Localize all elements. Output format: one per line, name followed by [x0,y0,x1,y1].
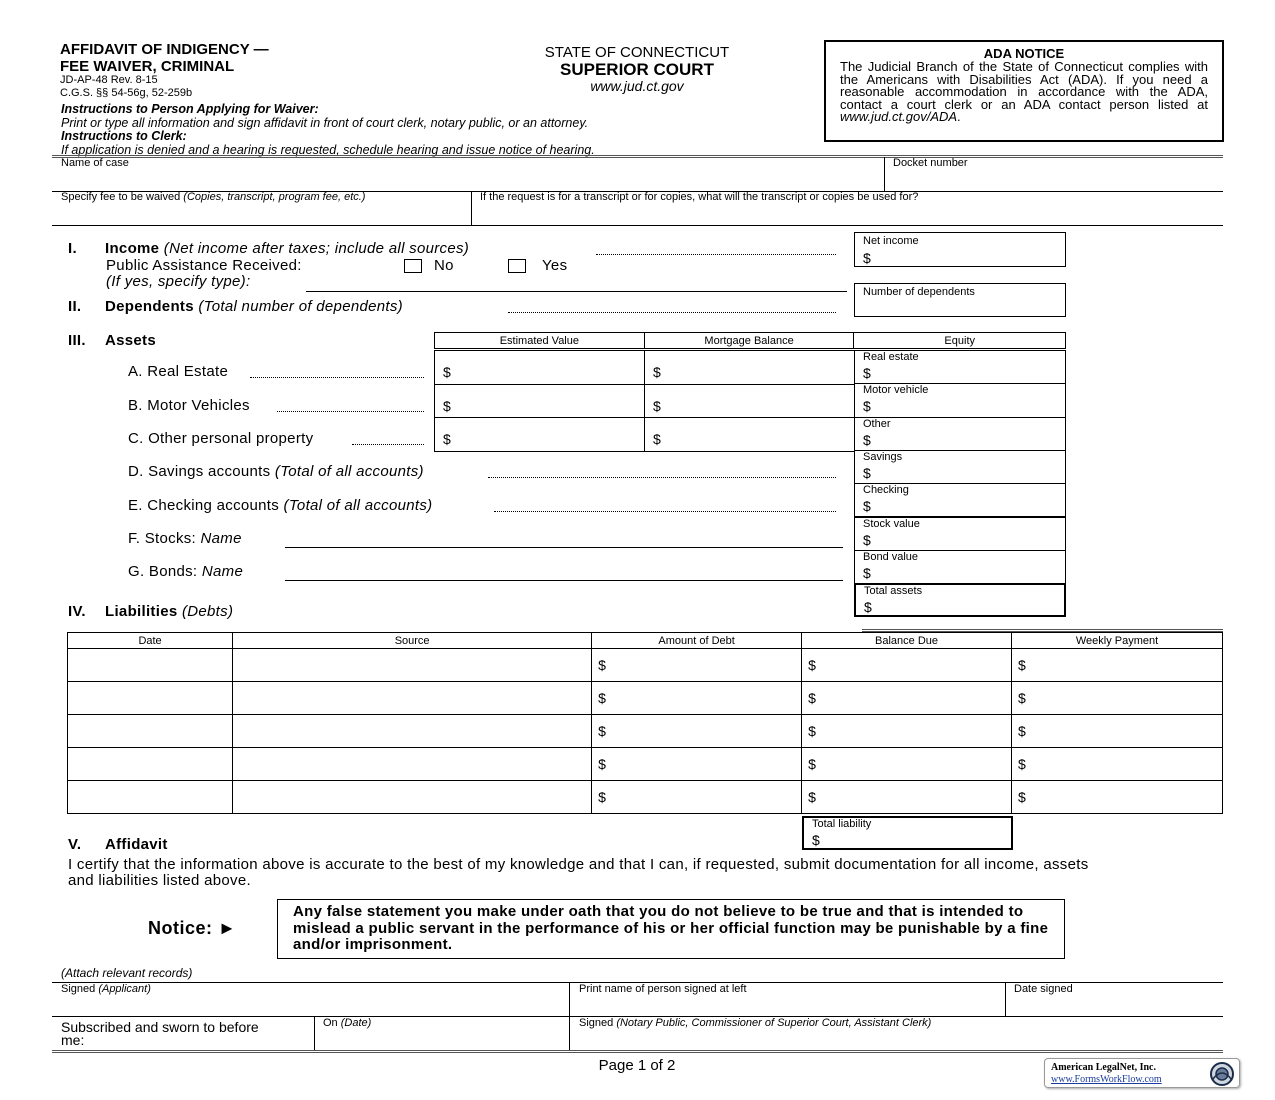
print-name-label: Print name of person signed at left [579,983,747,995]
source-cell[interactable] [233,748,592,781]
currency-symbol: $ [1018,789,1026,805]
currency-symbol: $ [863,431,871,448]
total-liability-box[interactable] [802,816,1013,850]
on-label-text: On [323,1017,341,1029]
stocks-hint: Name [200,530,242,547]
real-estate-box[interactable] [854,350,1066,384]
savings-box[interactable] [854,450,1066,484]
print-name-field[interactable] [570,997,1004,1015]
currency-symbol: $ [808,723,816,739]
date-cell[interactable] [68,682,233,715]
savings-hint: (Total of all accounts) [274,463,424,480]
currency-symbol: $ [598,756,606,772]
savings-label: Savings [863,450,903,463]
date-cell[interactable] [68,715,233,748]
income-title: Income [105,240,160,257]
ada-body-text: The Judicial Branch of the State of Connecticut complies with the Americans with Disabilities Act (ADA). If you need a reasonable accommodation in accordance with the ADA, contact a court clerk or an ADA contact person listed at [840,59,1208,112]
motor-vehicle-box[interactable] [854,383,1066,417]
form-title-line-1: AFFIDAVIT OF INDIGENCY — [60,41,269,58]
source-cell[interactable] [233,682,592,715]
liabilities-table [67,632,1223,814]
assets-table [434,332,1066,349]
estimated-value-cell[interactable] [434,417,645,452]
leader-dots [494,511,836,512]
page-number: Page 1 of 2 [598,1057,676,1074]
col-amount-of-debt: Amount of Debt [592,633,802,649]
form-title-line-2: FEE WAIVER, CRIMINAL [60,58,235,75]
state-name: STATE OF CONNECTICUT [544,44,730,61]
notary-signed-label [579,1017,931,1029]
currency-symbol: $ [653,431,661,447]
col-source: Source [233,633,592,649]
savings-label-text: D. Savings accounts [128,463,275,480]
currency-symbol: $ [863,564,871,581]
dependents-box-label: Number of dependents [863,286,975,298]
attach-records-note: (Attach relevant records) [61,966,193,980]
col-weekly-payment: Weekly Payment [1012,633,1223,649]
leader-dots [352,444,424,445]
bonds-label [128,563,243,580]
weekly-payment-cell[interactable] [1012,748,1223,781]
currency-symbol: $ [598,789,606,805]
amount-cell[interactable] [592,649,802,682]
yes-checkbox[interactable] [508,259,526,273]
divider [52,155,1223,158]
table-row [68,649,1223,682]
fee-field[interactable] [52,206,470,224]
col-date: Date [68,633,233,649]
notary-signature-field[interactable] [570,1031,1223,1049]
total-assets-label: Total assets [864,585,923,598]
leader-dots [277,411,424,412]
weekly-payment-cell[interactable] [1012,682,1223,715]
leader-dots [488,477,836,478]
liabilities-hint: (Debts) [181,603,234,620]
notice-label [148,918,236,939]
stock-value-label: Stock value [863,517,920,530]
section-number: III. [68,332,86,349]
weekly-payment-cell[interactable] [1012,649,1223,682]
notice-label-text: Notice: [148,918,213,938]
table-row [68,715,1223,748]
affidavit-text: I certify that the information above is accurate to the best of my knowledge and that I can, if requested, submit documentation for all income, assets and liabilities listed above. [68,856,1089,889]
amount-cell[interactable] [592,682,802,715]
currency-symbol: $ [808,690,816,706]
date-signed-label: Date signed [1014,983,1073,995]
col-equity: Equity [854,333,1066,349]
currency-symbol: $ [863,250,871,266]
mortgage-value-cell[interactable] [644,384,855,419]
checking-box[interactable] [854,483,1066,517]
balance-cell[interactable] [802,649,1012,682]
savings-label [128,463,424,480]
currency-symbol: $ [598,723,606,739]
balance-cell[interactable] [802,682,1012,715]
date-signed-field[interactable] [1006,997,1223,1015]
form-id: JD-AP-48 Rev. 8-15 [60,74,158,86]
amount-cell[interactable] [592,715,802,748]
date-cell[interactable] [68,649,233,682]
leader-dots [250,377,424,378]
source-cell[interactable] [233,715,592,748]
instr-applicant-heading: Instructions to Person Applying for Waiver: [61,102,319,116]
asset-row-label: A. Real Estate [128,363,229,380]
affidavit-title: Affidavit [105,836,168,853]
table-row [68,781,1223,814]
currency-symbol: $ [863,365,871,381]
real-estate-label: Real estate [863,351,919,363]
currency-symbol: $ [1018,723,1026,739]
currency-symbol: $ [653,397,661,414]
currency-symbol: $ [1018,657,1026,673]
public-assistance-label: Public Assistance Received: [106,257,302,274]
notary-label-text: Signed [579,1017,617,1029]
currency-symbol: $ [443,397,451,414]
estimated-value-cell[interactable] [434,384,645,419]
statutes: C.G.S. §§ 54-56g, 52-259b [60,87,193,99]
currency-symbol: $ [598,690,606,706]
stocks-label-text: F. Stocks: [128,530,201,547]
form-title [60,41,269,75]
other-label: Other [863,417,891,430]
instr-clerk-heading: Instructions to Clerk: [61,129,187,143]
weekly-payment-cell[interactable] [1012,715,1223,748]
net-income-box[interactable] [854,232,1066,267]
date-cell[interactable] [68,781,233,814]
bond-value-box[interactable] [854,550,1066,584]
notary-hint: (Notary Public, Commissioner of Superior Court, Assistant Clerk) [616,1017,932,1029]
on-hint: (Date) [340,1017,372,1029]
bonds-hint: Name [201,563,244,580]
estimated-value-cell[interactable] [434,350,645,385]
asset-row-label: C. Other personal property [128,430,314,447]
checking-hint: (Total of all accounts) [283,497,433,514]
balance-cell[interactable] [802,715,1012,748]
bond-value-label: Bond value [863,550,919,563]
bonds-name-line[interactable] [285,580,843,581]
ada-notice [824,40,1224,142]
currency-symbol: $ [808,756,816,772]
table-row [68,682,1223,715]
subscribed-sworn-label: Subscribed and sworn to before me: [61,1019,259,1048]
source-cell[interactable] [233,781,592,814]
currency-symbol: $ [863,464,871,481]
amount-cell[interactable] [592,781,802,814]
court-heading [497,44,777,95]
currency-symbol: $ [864,599,872,616]
income-hint: (Net income after taxes; include all sources) [163,240,470,257]
mortgage-value-cell[interactable] [644,417,855,452]
notice-text: Any false statement you make under oath that you do not believe to be true and that is intended to mislead a public servant in the performance of his or her official function may be punishable by a fine and/or imprisonment. [293,903,1049,953]
total-liability-label: Total liability [812,818,872,830]
date-cell[interactable] [68,748,233,781]
total-assets-box[interactable] [854,583,1066,617]
other-box[interactable] [854,417,1066,451]
instr-clerk-text: If application is denied and a hearing is requested, schedule hearing and issue notice of hearing. [61,142,595,157]
vendor-name: American LegalNet, Inc. [1051,1062,1156,1073]
currency-symbol: $ [443,364,451,380]
divider [52,225,1223,226]
sworn-date-field[interactable] [315,1031,568,1049]
ada-body-end: . [957,109,961,124]
name-of-case-field[interactable] [52,170,884,190]
vendor-badge[interactable] [1044,1058,1240,1088]
currency-symbol: $ [653,364,661,380]
signed-label-text: Signed [61,983,99,995]
section-number: II. [68,298,82,315]
checking-label [128,497,432,514]
court-website[interactable]: www.jud.ct.gov [590,78,684,94]
col-balance-due: Balance Due [802,633,1012,649]
docket-number-label: Docket number [893,157,968,169]
col-mortgage-balance: Mortgage Balance [644,333,854,349]
balance-cell[interactable] [802,781,1012,814]
name-of-case-label: Name of case [61,157,129,169]
assistance-type-line[interactable] [306,291,847,292]
yes-label: Yes [542,257,568,274]
balance-cell[interactable] [802,748,1012,781]
no-checkbox[interactable] [404,259,422,273]
col-estimated-value: Estimated Value [435,333,645,349]
section-number: V. [68,836,82,853]
currency-symbol: $ [598,657,606,673]
currency-symbol: $ [863,531,871,548]
if-yes-label: (If yes, specify type): [106,273,251,290]
ada-title: ADA NOTICE [983,46,1065,61]
dependents-hint: (Total number of dependents) [198,298,403,315]
table-row [68,748,1223,781]
stocks-label [128,530,242,547]
applicant-signature-field[interactable] [52,997,568,1015]
checking-label: Checking [863,484,909,497]
section-number: I. [68,240,77,257]
ada-body [826,61,1222,124]
motor-vehicle-label: Motor vehicle [863,384,929,397]
currency-symbol: $ [812,832,820,848]
assets-title: Assets [105,332,156,349]
liabilities-title: Liabilities [105,603,178,620]
currency-symbol: $ [1018,756,1026,772]
currency-symbol: $ [808,657,816,673]
dependents-box[interactable] [854,283,1066,317]
bonds-label-text: G. Bonds: [128,563,202,580]
asset-row-label: B. Motor Vehicles [128,396,250,414]
globe-icon [1209,1061,1235,1087]
mortgage-value-cell[interactable] [644,350,855,385]
checking-label-text: E. Checking accounts [128,497,284,514]
docket-number-field[interactable] [885,170,1223,190]
arrow-right-icon: ► [218,918,237,938]
currency-symbol: $ [863,398,871,415]
on-date-label [323,1017,371,1029]
fee-label [61,191,365,203]
fee-hint: (Copies, transcript, program fee, etc.) [183,191,366,203]
currency-symbol: $ [863,498,871,515]
transcript-use-label: If the request is for a transcript or for copies, what will the transcript or copies be used for? [480,191,919,203]
signed-applicant-label [61,983,151,995]
notice-box [277,899,1065,959]
amount-cell[interactable] [592,748,802,781]
currency-symbol: $ [808,789,816,805]
signed-hint: (Applicant) [98,983,151,995]
instructions [61,103,811,157]
source-cell[interactable] [233,649,592,682]
instr-applicant-text: Print or type all information and sign affidavit in front of court clerk, notary public, or an attorney. [61,115,589,130]
net-income-label: Net income [863,235,919,247]
ada-link[interactable]: www.jud.ct.gov/ADA [840,109,958,124]
section-number: IV. [68,603,86,620]
fee-label-text: Specify fee to be waived [61,191,184,203]
leader-dots [508,312,836,313]
court-name: SUPERIOR COURT [560,60,714,79]
vendor-url[interactable]: www.FormsWorkFlow.com [1051,1074,1162,1085]
divider [52,1050,1223,1053]
stocks-name-line[interactable] [285,547,843,548]
currency-symbol: $ [1018,690,1026,706]
leader-dots [596,254,836,255]
weekly-payment-cell[interactable] [1012,781,1223,814]
transcript-use-field[interactable] [472,206,1223,224]
currency-symbol: $ [443,431,451,447]
no-label: No [434,257,454,274]
stock-value-box[interactable] [854,517,1066,551]
dependents-title: Dependents [105,298,194,315]
form-meta [60,74,192,100]
